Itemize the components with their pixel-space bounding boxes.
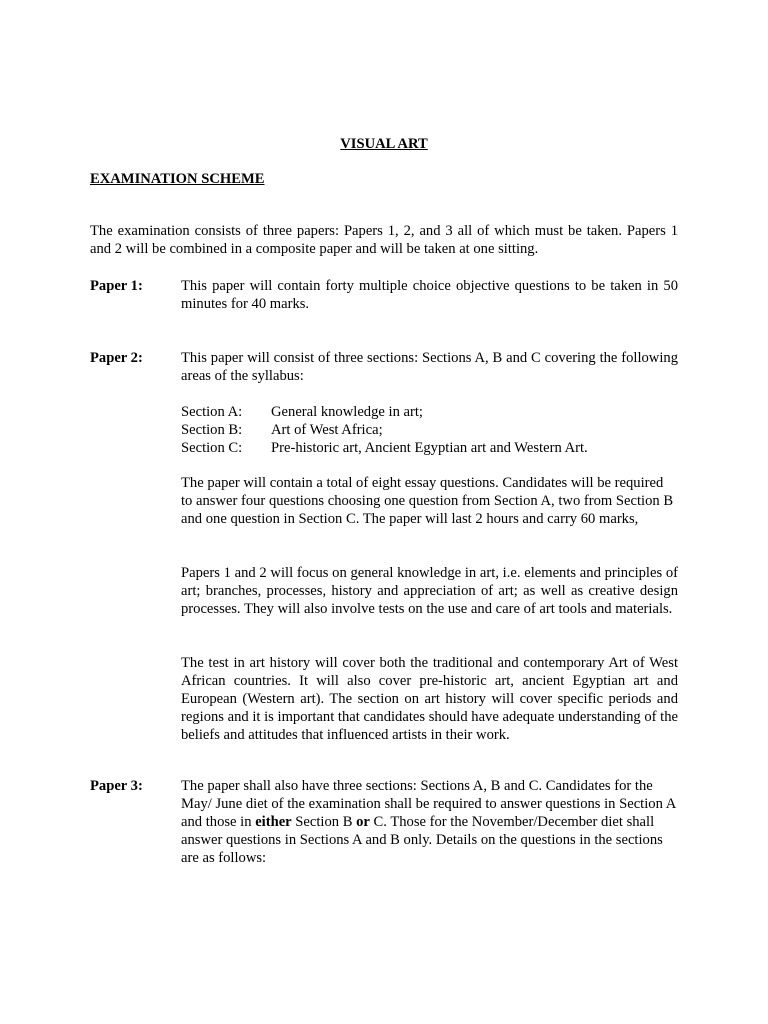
paper3-or: or [356, 814, 370, 830]
paper3-label: Paper 3: [90, 778, 143, 794]
paper2-label: Paper 2: [90, 350, 143, 366]
paper3-description [181, 777, 678, 867]
section-heading: EXAMINATION SCHEME [90, 171, 265, 187]
paper2-essay-paragraph: The paper will contain a total of eight essay questions. Candidates will be required to answer four questions choosing one question from Section A, two from Section B and one question in Section C. The paper will last 2 hours and carry 60 marks, [181, 475, 674, 527]
paper1-label: Paper 1: [90, 278, 143, 294]
paper1-description: This paper will contain forty multiple choice objective questions to be taken in 50 minutes for 40 marks. [181, 278, 678, 312]
section-a-key: Section A: [181, 404, 243, 420]
paper2-section-list [181, 403, 678, 457]
section-a-row [181, 403, 678, 421]
paper2-focus-paragraph: Papers 1 and 2 will focus on general knowledge in art, i.e. elements and principles of art; branches, processes, history and appreciation of art; as well as creative design processes. They will also involve tests on the use and care of art tools and materials. [181, 565, 678, 617]
paper2-history-paragraph: The test in art history will cover both the traditional and contemporary Art of West African countries. It will also cover pre-historic art, ancient Egyptian art and European (Western art). The section on art history will cover specific periods and regions and it is important that candidates should have adequate understanding of the beliefs and attitudes that influenced artists in their work. [181, 655, 678, 743]
paper3-text-a: The paper shall also have three sections: Sections A, B and C. Candidates for the May/ June diet of the examination shall be required to answer questions in Section A and those in [181, 778, 676, 830]
section-c-key: Section C: [181, 440, 243, 456]
section-b-key: Section B: [181, 422, 243, 438]
paper3-text-b: Section B [291, 814, 357, 830]
section-a-value: General knowledge in art; [271, 404, 423, 420]
intro-paragraph: The examination consists of three papers: Papers 1, 2, and 3 all of which must be taken. Papers 1 and 2 will be combined in a composite paper and will be taken at one sitting. [90, 223, 678, 257]
section-b-value: Art of West Africa; [271, 422, 383, 438]
section-c-value: Pre-historic art, Ancient Egyptian art and Western Art. [271, 440, 588, 456]
paper3-either: either [255, 814, 292, 830]
paper3-text-c: C. Those for the November/December diet shall answer questions in Sections A and B only. Details on the questions in the sections are as follows: [181, 814, 663, 866]
section-b-row [181, 421, 678, 439]
paper2-description: This paper will consist of three sections: Sections A, B and C covering the following areas of the syllabus: [181, 350, 678, 384]
page-title: VISUAL ART [340, 136, 428, 152]
section-c-row [181, 439, 678, 457]
